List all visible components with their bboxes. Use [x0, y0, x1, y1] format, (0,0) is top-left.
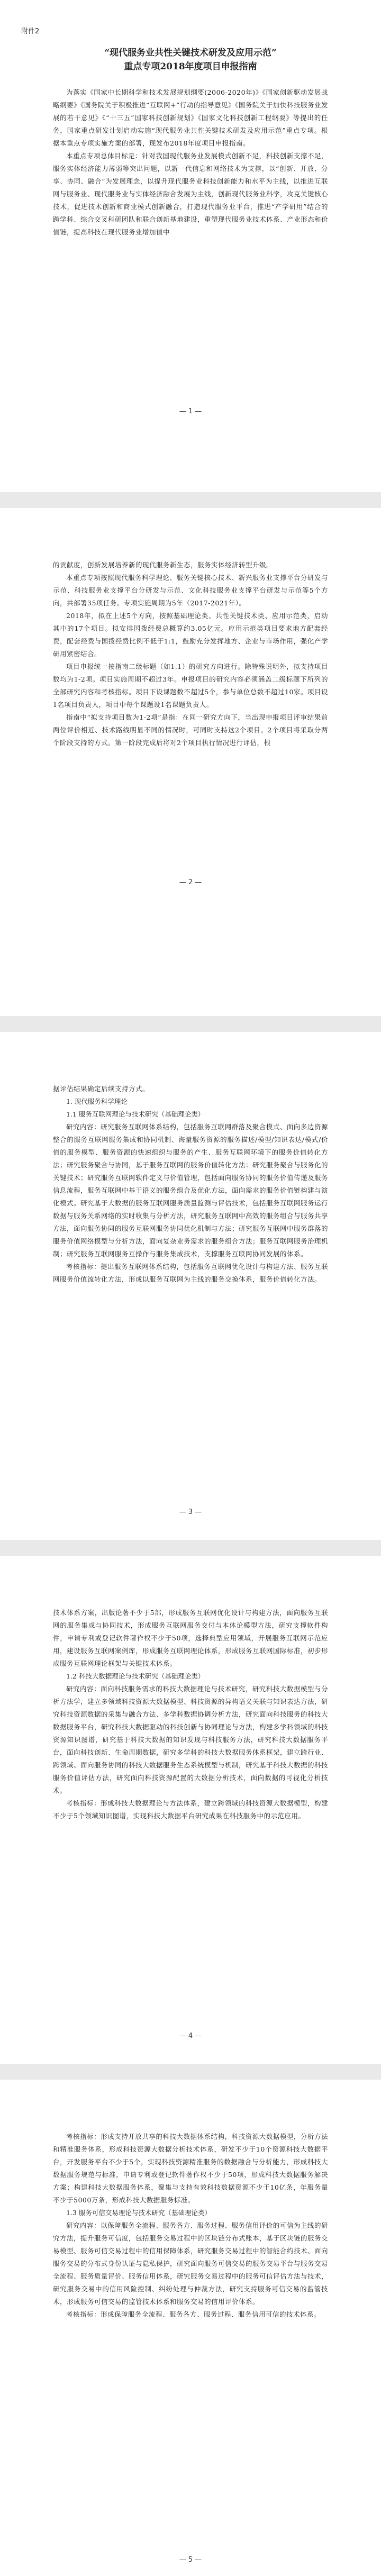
paragraph: 考核指标：提出服务互联网体系结构，包括服务互联网优化设计与构建方法、服务互联网服务价值流转化方法，形成以服务互联网为主线的服务交换体系，服务价值转化方法。	[53, 1263, 328, 1283]
paragraph: 研究内容：面向科技服务需求的科技大数据理论与技术研究，研究科技大数据模型与分析方法学，建立多领域科技资源大数据模型、科技资源的异构语义关联与知识表达方法，研究科技资源数据的采集与融合方法、多学科数据协调分析方法，研究面向科技服务的科技大数据服务平台，研究科技大数据驱动的科技创新与协同理论与方法，构建多学科领域的科技资源知识图谱，研究基于科技大数据的知识发现与科技服务方法，研究科技大数据服务平台，面向科技创新、生命周期数据，研究多学科的科技大数据服务体系框架，建立跨行业、跨领域、面向服务协同的科技大数据服务生态系统模型与机制，研究基于科技大数据的科技服务价值评估方法，研究面向科技资源配置的大数据分析技术，面向数据的可视化分析技术。	[53, 1685, 329, 1794]
page-number: — 4 —	[179, 2032, 202, 2040]
paragraph: 考核指标：形成科技大数据理论与方法体系，建立跨领域的科技资源大数据模型，构建不少于5个领域知识图谱，实现科技大数据平台研究成果在科技服务中的示范应用。	[53, 1799, 328, 1820]
document-title-line2: 重点专项2018年度项目申报指南	[124, 61, 257, 72]
subsection-heading: 1.1 服务互联网理论与技术研究（基础理论类）	[66, 1110, 205, 1118]
document-page-4	[0, 1556, 381, 2064]
paragraph: 考核指标：形成保障服务全流程、服务各方、服务过程、服务信用可信的技术体系。	[66, 2310, 321, 2318]
attachment-tag: 附件2	[21, 28, 40, 35]
page-number: — 2 —	[179, 878, 202, 886]
paragraph: 本重点专项按照现代服务科学理论、服务关键核心技术、新兴服务业支撑平台分研发与示范、科技服务业支撑平台分研发与示范、文化科技服务业支撑平台研发与示范等5个方向，共部署35项任务。专项实施周期为5年（2017-2021年）。	[53, 574, 328, 607]
page-number: — 3 —	[179, 1508, 202, 1516]
document-page-5	[0, 2080, 381, 2576]
subsection-heading: 1.2 科技大数据理论与技术研究（基础理论类）	[66, 1672, 205, 1680]
document-page-3	[0, 1032, 381, 1540]
paragraph: 研究内容：研究服务互联网体系结构，包括服务互联网群落及聚合模式、面向多边资源整合的服务互联网服务集成和协同机制、海量服务资源的服务描述/模型/知识表达/模式/价值的服务模型、服务资源的快速组织与服务的产生、服务互联网环境下的服务价值转化方法；研究服务聚合与协同，基于服务互联网的服务价值转化方法：研究服务聚合与服务化的关键技术；研究服务互联网软件定义与价值管理，包括面向服务协同的服务价值传递及服务信息流程，服务互联网中基于语义的服务组合及优化方法，面向需求的服务价值链构建与演化模式。研究基于大数据的服务互联网服务质量监测与评估技术，包括服务互联网服务运行数据与服务关系网络的实时收集与分析方法，研究服务互联网中高效的服务组合与服务共享方法，面向服务协同的服务互联网服务协同优化机制与方法；研究服务互联网中服务群落的服务价值网络模型与分析方法，面向复杂业务需求的服务组合方法；服务互联网服务治理机制；研究服务互联网服务互操作与服务集成技术，支撑服务互联网协同发展的体系。	[53, 1123, 329, 1258]
document-page-1	[0, 0, 381, 492]
paragraph: 本重点专项总体目标是：针对我国现代服务业发展模式创新不足，科技创新支撑不足，服务实体经济能力薄弱等突出问题，以新一代信息和网络技术为支撑，以“创新、开放、分享、协同、融合”为发展理念，以提升现代服务业科技创新能力和水平为主线，以推进互联网与服务业、现代服务业与实体经济融合发展为主线，创新现代服务业科学，攻克关键核心技术，促进技术创新和商业模式创新融合，打造现代服务业平台，推进“产学研用”结合的跨学科、综合交叉科研团队和联合创新基地建设，重塑现代服务业技术体系、产业形态和价值链，提高科技在现代服务业增加值中	[53, 152, 329, 236]
paragraph: 考核指标：形成支持开放共享的科技大数据体系结构，科技资源大数据模型，分析方法和精准服务体系，形成科技资源大数据分析技术体系，研发不少于10个资源科技大数据平台，开发服务平台不少于5个，实现科技资源精准服务的数据融合与分析能力，形成科技大数据服务规范与标准，申请专利或登记软件著作权不少于50项，形成科技大数据服务解决方案；构建科技大数据服务体系，聚集与支持有效科技数据资源不少于10亿条，年服务量不少于5000万条，形成科技大数据服务标准。	[53, 2133, 328, 2204]
paragraph: 技术体系方案，出版论著不少于5部，形成服务互联网优化设计与构建方法，面向服务互联网的服务集成与协同技术，形成服务互联网服务交付与本体论模型方法，研究支撑软件构件，申请专利或登记软件著作权不少于50项，选择典型应用领域，开展服务互联网示范应用，建设服务互联网案例库，形成服务互联网理论体系，形成服务互联网国际标准，初步形成服务互联网理论框架与关键技术体系。	[53, 1609, 329, 1667]
paragraph: 2018年，拟在上述5个方向，按照基础理论类、共性关键技术类、应用示范类，启动其中的17个项目。拟安排国拨经费总概算约3.05亿元。应用示范类项目要求地方配套经费，配套经费与国拨经费比例不低于1:1，鼓励充分发挥地方、企业与市场作用，强化产学研用紧密结合。	[53, 612, 328, 658]
subsection-heading: 1.3 服务可信交易理论与技术研究（基础理论类）	[66, 2209, 211, 2217]
document-title-line1: “现代服务业共性关键技术研发及应用示范”	[104, 48, 277, 58]
paragraph: 研究内容：以保障服务全流程、服务各方、服务过程、服务信用评价的可信为主线的研究方法，提升服务可信度，包括服务交易过程中的区块链分布式账本，基于区块链的服务交易模型、服务可信交易过程中的信用保障体系，研究服务交易过程中的智能合约技术、面向服务交易的分布式身份认证与隐私保护，研究面向服务可信交易的服务交易平台与服务交易全流程、服务质量评价、服务信用体系，研究服务交易过程中的服务可信评估方法与技术，研究服务交易中的信用风险控制、纠纷处理与仲裁方法，研究支持服务可信交易的监管技术，形成服务可信交易的监管技术体系和服务交易的信用评价体系。	[53, 2221, 329, 2306]
paragraph: 项目申报统一按指南二级标题（如1.1）的研究方向进行。除特殊说明外，拟支持项目数均为1-2项。项目实施周期不超过3年。申报项目的研究内容必须涵盖二级标题下所列的全部研究内容和考核指标。项目下设课题数不超过5个，参与单位总数不超过10家。项目设1名项目负责人，项目中每个课题设1名课题负责人。	[53, 663, 328, 709]
paragraph: 的贡献度，创新发展培养新的现代服务新生态，服务实体经济转型升级。	[53, 561, 274, 569]
paragraph: 为落实《国家中长期科学和技术发展规划纲要(2006-2020年)》《国家创新驱动发展战略纲要》《国务院关于积极推进“互联网+”行动的指导意见》《国务院关于加快科技服务业发展的若干意见》《“十三五”国家科技创新规划》《国家文化科技创新工程纲要》等提出的任务，国家重点研发计划启动实施“现代服务业共性关键技术研发及应用示范”重点专项。根据本重点专项实施方案的部署，现发布2018年度项目申报指南。	[53, 88, 328, 147]
page-number: — 5 —	[179, 2556, 202, 2564]
paragraph: 指南中“拟支持项目数为1-2项”是指：在同一研究方向下，当出现申报项目评审结果前两位评价相近、技术路线明显不同的情况时，可同时支持这2个项目。2个项目将采取分两个阶段支持的方式。第一阶段完成后将对2个项目执行情况进行评估，根	[53, 713, 328, 747]
page-number: — 1 —	[179, 407, 202, 415]
paragraph: 据评估结果确定后续支持方式。	[53, 1085, 150, 1093]
document-page-2	[0, 508, 381, 1016]
section-heading: 1. 现代服务科学理论	[66, 1097, 128, 1105]
